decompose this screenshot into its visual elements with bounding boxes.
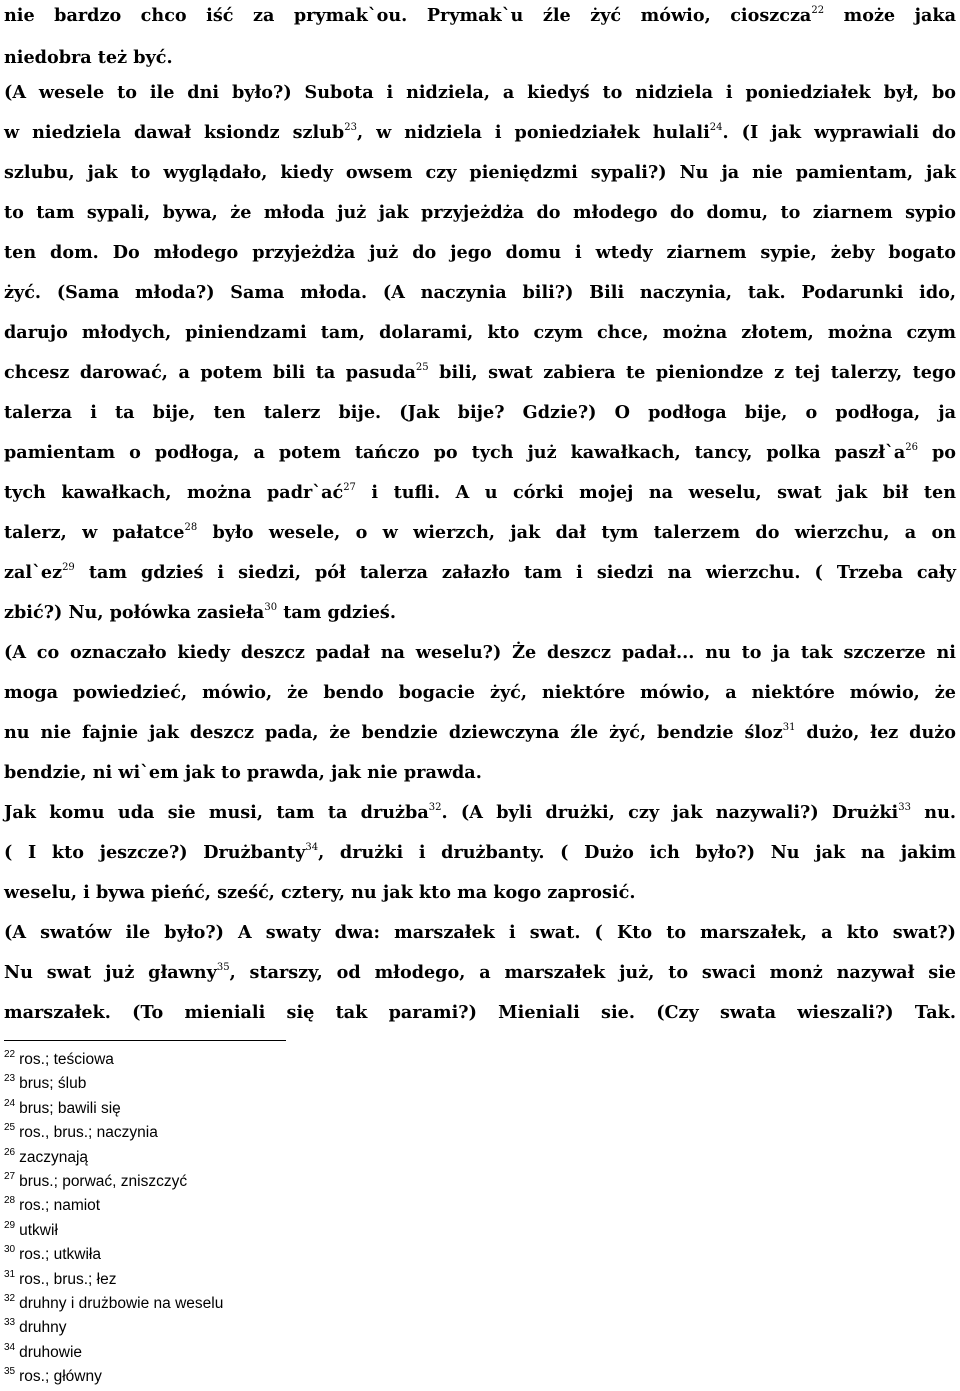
footnote xyxy=(4,1072,86,1096)
text-line xyxy=(4,878,956,908)
footnote-number: 32 xyxy=(4,1293,16,1304)
footnote-ref: 31 xyxy=(782,722,796,733)
text-segment: to tam sypali, bywa, że młoda już jak przyjeżdża do młodego do domu, to ziarnem sypio xyxy=(4,202,956,223)
text-segment: niedobra też być. xyxy=(4,47,173,68)
text-segment: talerza i ta bije, ten talerz bije. (Jak bije? Gdzie?) O podłoga bije, o podłoga, ja xyxy=(4,402,956,423)
text-segment: żyć. (Sama młoda?) Sama młoda. (A naczynia bili?) Bili naczynia, tak. Podarunki ido, xyxy=(4,282,956,303)
footnote-text: ros.; teściowa xyxy=(19,1051,114,1068)
text-segment: ( I kto jeszcze?) Drużbanty xyxy=(4,842,306,863)
text-segment: , starszy, od młodego, a marszałek już, to swaci monż nazywał sie xyxy=(229,962,956,983)
text-line xyxy=(4,78,956,108)
footnote xyxy=(4,1316,67,1340)
text-segment: moga powiedzieć, mówio, że bendo bogacie żyć, niektóre mówio, a niektóre mówio, że xyxy=(4,682,956,703)
text-line xyxy=(4,238,956,268)
text-line xyxy=(4,158,956,188)
text-segment: talerz, w pałatce xyxy=(4,522,185,543)
footnote xyxy=(4,1219,58,1243)
footnote xyxy=(4,1146,88,1170)
text-segment: darujo młodych, piniendzami tam, dolarami, kto czym chce, można złotem, można czym xyxy=(4,322,956,343)
footnote-number: 22 xyxy=(4,1049,16,1060)
text-line xyxy=(4,638,956,668)
text-segment: , drużki i drużbanty. ( Dużo ich było?) Nu jak na jakim xyxy=(318,842,956,863)
text-segment: ten dom. Do młodego przyjeżdża już do jego domu i wtedy ziarnem sypie, żeby bogato xyxy=(4,242,956,263)
footnote-text: ros.; główny xyxy=(19,1368,102,1386)
text-segment: (A swatów ile było?) A swaty dwa: marszałek i swat. ( Kto to marszałek, a kto swat?) xyxy=(4,922,956,943)
text-line xyxy=(4,478,956,508)
footnote-ref: 24 xyxy=(709,122,723,133)
text-segment: nu nie fajnie jak deszcz pada, że bendzie dziewczyna źle żyć, bendzie śloz xyxy=(4,722,783,743)
footnote-text: druhny i drużbowie na weselu xyxy=(19,1295,224,1312)
footnote xyxy=(4,1097,121,1121)
text-line xyxy=(4,758,956,788)
text-segment: , w nidziela i poniedziałek hulali xyxy=(356,122,710,143)
text-segment: w niedziela dawał ksiondz szlub xyxy=(4,122,345,143)
text-segment: bendzie, ni wi`em jak to prawda, jak nie prawda. xyxy=(4,762,482,783)
footnote xyxy=(4,1048,114,1072)
footnote-text: ros., brus.; łez xyxy=(19,1270,117,1288)
footnote xyxy=(4,1365,102,1389)
footnote-text: ros.; utkwiła xyxy=(19,1246,101,1264)
footnote-ref: 28 xyxy=(184,522,198,533)
text-segment: tam gdzieś i siedzi, pół talerza załazło tam i siedzi na wierzchu. ( Trzeba cały xyxy=(74,562,956,583)
text-segment: Jak komu uda sie musi, tam ta drużba xyxy=(4,802,429,823)
text-segment: nie bardzo chco iść za prymak`ou. Prymak`u źle żyć mówio, cioszcza xyxy=(4,5,812,26)
text-segment: i tufli. A u córki mojej na weselu, swat jak bił ten xyxy=(355,482,956,503)
footnote-ref: 32 xyxy=(428,802,442,813)
text-line xyxy=(4,438,956,468)
text-line xyxy=(4,518,956,548)
footnote-text: druhowie xyxy=(19,1343,83,1361)
text-line xyxy=(4,318,956,348)
footnote-number: 35 xyxy=(4,1366,16,1378)
text-line xyxy=(4,958,956,988)
footnote-text: brus; ślub xyxy=(19,1075,87,1093)
text-line xyxy=(4,358,956,388)
text-line xyxy=(4,43,956,73)
footnote-ref: 25 xyxy=(415,362,429,373)
footnote-number: 25 xyxy=(4,1122,16,1134)
text-segment: zal`ez xyxy=(4,562,63,583)
text-line xyxy=(4,278,956,308)
footnote-number: 33 xyxy=(4,1317,16,1329)
text-line xyxy=(4,838,956,868)
footnote-number: 29 xyxy=(4,1219,16,1231)
text-segment: weselu, i bywa pieńć, sześć, cztery, nu jak kto ma kogo zaprosić. xyxy=(4,882,636,903)
footnote-text: brus.; porwać, zniszczyć xyxy=(19,1173,188,1190)
text-segment: było wesele, o w wierzch, jak dał tym talerzem do wierzchu, a on xyxy=(197,522,956,543)
footnote-ref: 35 xyxy=(216,962,230,973)
footnote-number: 27 xyxy=(4,1171,16,1182)
text-segment: . (A byli drużki, czy jak nazywali?) Drużki xyxy=(441,802,899,823)
footnote-ref: 34 xyxy=(305,842,319,853)
footnote-number: 34 xyxy=(4,1341,16,1353)
text-line xyxy=(4,558,956,588)
footnote-ref: 29 xyxy=(62,562,75,573)
footnote-ref: 23 xyxy=(344,122,357,133)
text-line xyxy=(4,398,956,428)
footnote-number: 31 xyxy=(4,1268,16,1280)
text-segment: Nu swat już gławny xyxy=(4,962,217,983)
text-segment: (A wesele to ile dni było?) Subota i nidziela, a kiedyś to nidziela i poniedziałek był, bo xyxy=(4,82,956,103)
text-segment: dużo, łez dużo xyxy=(795,722,957,743)
text-segment: chcesz darować, a potem bili ta pasuda xyxy=(4,362,416,383)
text-segment: (A co oznaczało kiedy deszcz padał na weselu?) Że deszcz padał... nu to ja tak szczerze ni xyxy=(4,642,956,663)
footnote-text: utkwił xyxy=(19,1221,58,1239)
text-segment: tam gdzieś. xyxy=(277,602,396,623)
footnote-text: zaczynają xyxy=(19,1148,89,1166)
footnote-ref: 33 xyxy=(898,802,911,813)
text-segment: może jaka xyxy=(824,5,956,26)
text-line xyxy=(4,718,956,748)
footnote-number: 28 xyxy=(4,1195,16,1207)
text-line xyxy=(4,678,956,708)
text-line xyxy=(4,1,956,31)
text-line xyxy=(4,918,956,948)
footnote xyxy=(4,1243,101,1267)
text-segment: marszałek. (To mieniali się tak parami?) Mieniali sie. (Czy swata wieszali?) Tak. xyxy=(4,1002,956,1023)
footnote-text: druhny xyxy=(19,1319,67,1337)
text-line xyxy=(4,198,956,228)
text-segment: nu. xyxy=(910,802,956,823)
text-segment: . (I jak wyprawiali do xyxy=(722,122,957,143)
footnote-ref: 27 xyxy=(343,482,356,493)
footnote-text: ros., brus.; naczynia xyxy=(19,1124,158,1142)
footnote-text: ros.; namiot xyxy=(19,1197,101,1215)
text-line xyxy=(4,598,956,628)
text-line xyxy=(4,118,956,148)
footnote-text: brus; bawili się xyxy=(19,1099,121,1117)
footnote-number: 30 xyxy=(4,1244,16,1256)
text-line xyxy=(4,998,956,1028)
text-segment: bili, swat zabiera te pieniondze z tej talerzy, tego xyxy=(428,362,957,383)
footnote xyxy=(4,1341,82,1365)
footnote xyxy=(4,1170,187,1194)
footnote-ref: 30 xyxy=(264,602,278,613)
footnote-number: 23 xyxy=(4,1073,16,1085)
text-segment: tych kawałkach, można padr`ać xyxy=(4,482,344,503)
text-segment: pamientam o podłoga, a potem tańczo po tych już kawałkach, tancy, polka paszł`a xyxy=(4,442,906,463)
footnote-number: 24 xyxy=(4,1097,16,1109)
text-line xyxy=(4,798,956,828)
text-segment: zbić?) Nu, połówka zasieła xyxy=(4,602,265,623)
footnote-ref: 22 xyxy=(811,5,825,16)
footnote-ref: 26 xyxy=(905,442,918,453)
footnote xyxy=(4,1121,158,1145)
footnote xyxy=(4,1194,100,1218)
footnote xyxy=(4,1292,223,1316)
footnote-number: 26 xyxy=(4,1146,16,1158)
text-segment: szlubu, jak to wyglądało, kiedy owsem czy pieniędzmi sypali?) Nu ja nie pamientam, jak xyxy=(4,162,956,183)
footnote xyxy=(4,1268,116,1292)
footnote-separator xyxy=(4,1040,286,1041)
text-segment: po xyxy=(917,442,956,463)
